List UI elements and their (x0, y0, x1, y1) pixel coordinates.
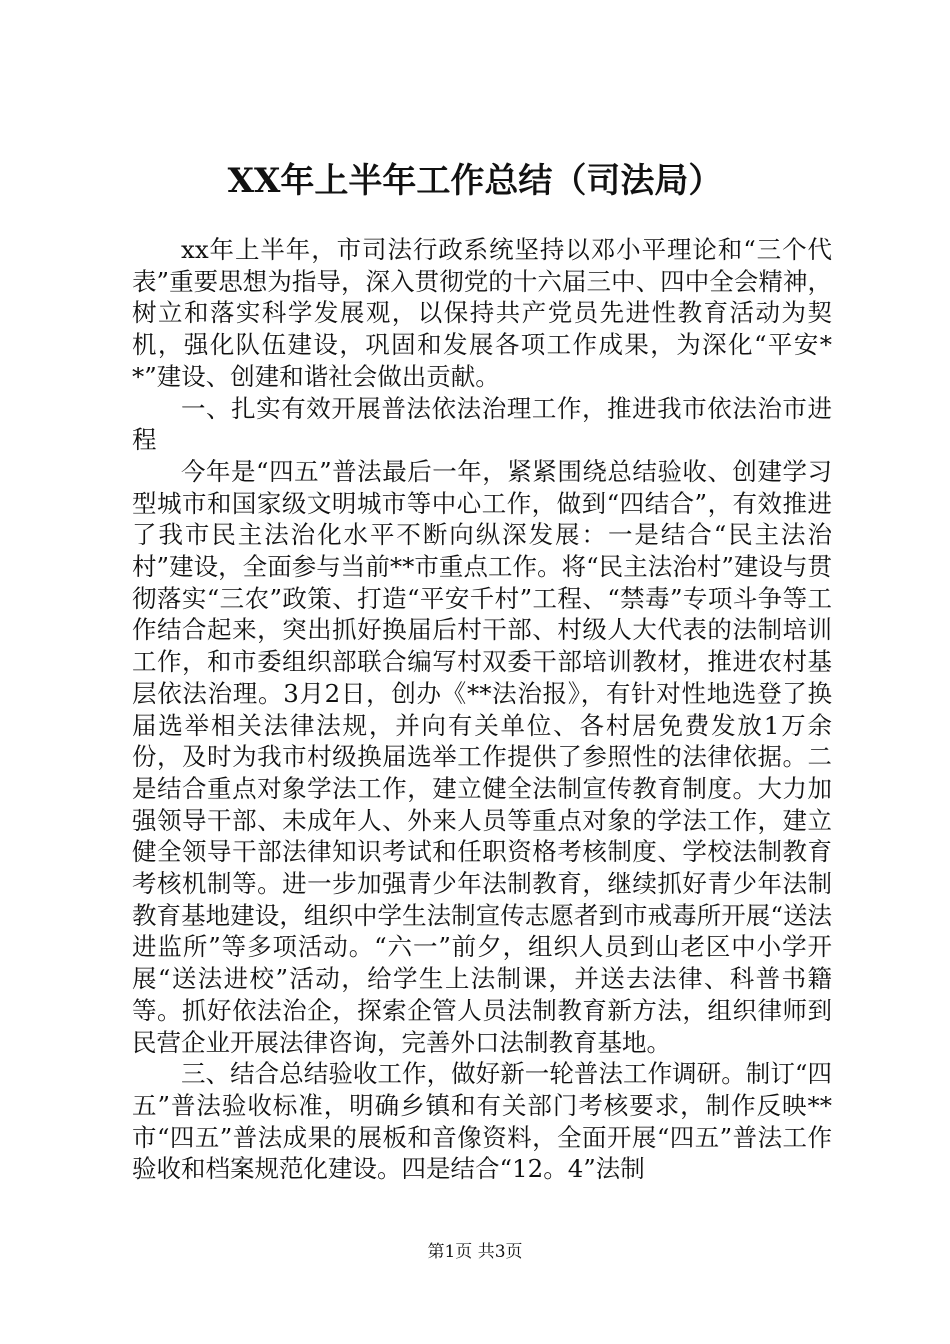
document-title: XX年上半年工作总结（司法局） (227, 161, 723, 201)
paragraph-main: 今年是“四五”普法最后一年，紧紧围绕总结验收、创建学习型城市和国家级文明城市等中心工作，做到“四结合”，有效推进了我市民主法治化水平不断向纵深发展：一是结合“民主法治村”建设，全面参与当前**市重点工作。将“民主法治村”建设与贯彻落实“三农”政策、打造“平安千村”工程、“禁毒”专项斗争等工作结合起来，突出抓好换届后村干部、村级人大代表的法制培训工作，和市委组织部联合编写村双委干部培训教材，推进农村基层依法治理。3月2日，创办《**法治报》，有针对性地选登了换届选举相关法律法规，并向有关单位、各村居免费发放1万余份，及时为我市村级换届选举工作提供了参照性的法律依据。二是结合重点对象学法工作，建立健全法制宣传教育制度。大力加强领导干部、未成年人、外来人员等重点对象的学法工作，建立健全领导干部法律知识考试和任职资格考核制度、学校法制教育考核机制等。进一步加强青少年法制教育，继续抓好青少年法制教育基地建设，组织中学生法制宣传志愿者到市戒毒所开展“送法进监所”等多项活动。“六一”前夕，组织人员到山老区中小学开展“送法进校”活动，给学生上法制课，并送去法律、科普书籍等。抓好依法治企，探索企管人员法制教育新方法，组织律师到民营企业开展法律咨询，完善外口法制教育基地。 (132, 456, 832, 1057)
document-body (132, 234, 832, 1185)
paragraph-section-heading: 一、扎实有效开展普法依法治理工作，推进我市依法治市进程 (132, 393, 832, 455)
page-number-footer: 第1页 共3页 (427, 1242, 523, 1262)
paragraph-intro: xx年上半年，市司法行政系统坚持以邓小平理论和“三个代表”重要思想为指导，深入贯彻党的十六届三中、四中全会精神，树立和落实科学发展观，以保持共产党员先进性教育活动为契机，强化队伍建设，巩固和发展各项工作成果，为深化“平安**”建设、创建和谐社会做出贡献。 (132, 235, 832, 391)
paragraph-continued: 三、结合总结验收工作，做好新一轮普法工作调研。制订“四五”普法验收标准，明确乡镇和有关部门考核要求，制作反映**市“四五”普法成果的展板和音像资料，全面开展“四五”普法工作验收和档案规范化建设。四是结合“12。4”法制 (132, 1059, 832, 1184)
